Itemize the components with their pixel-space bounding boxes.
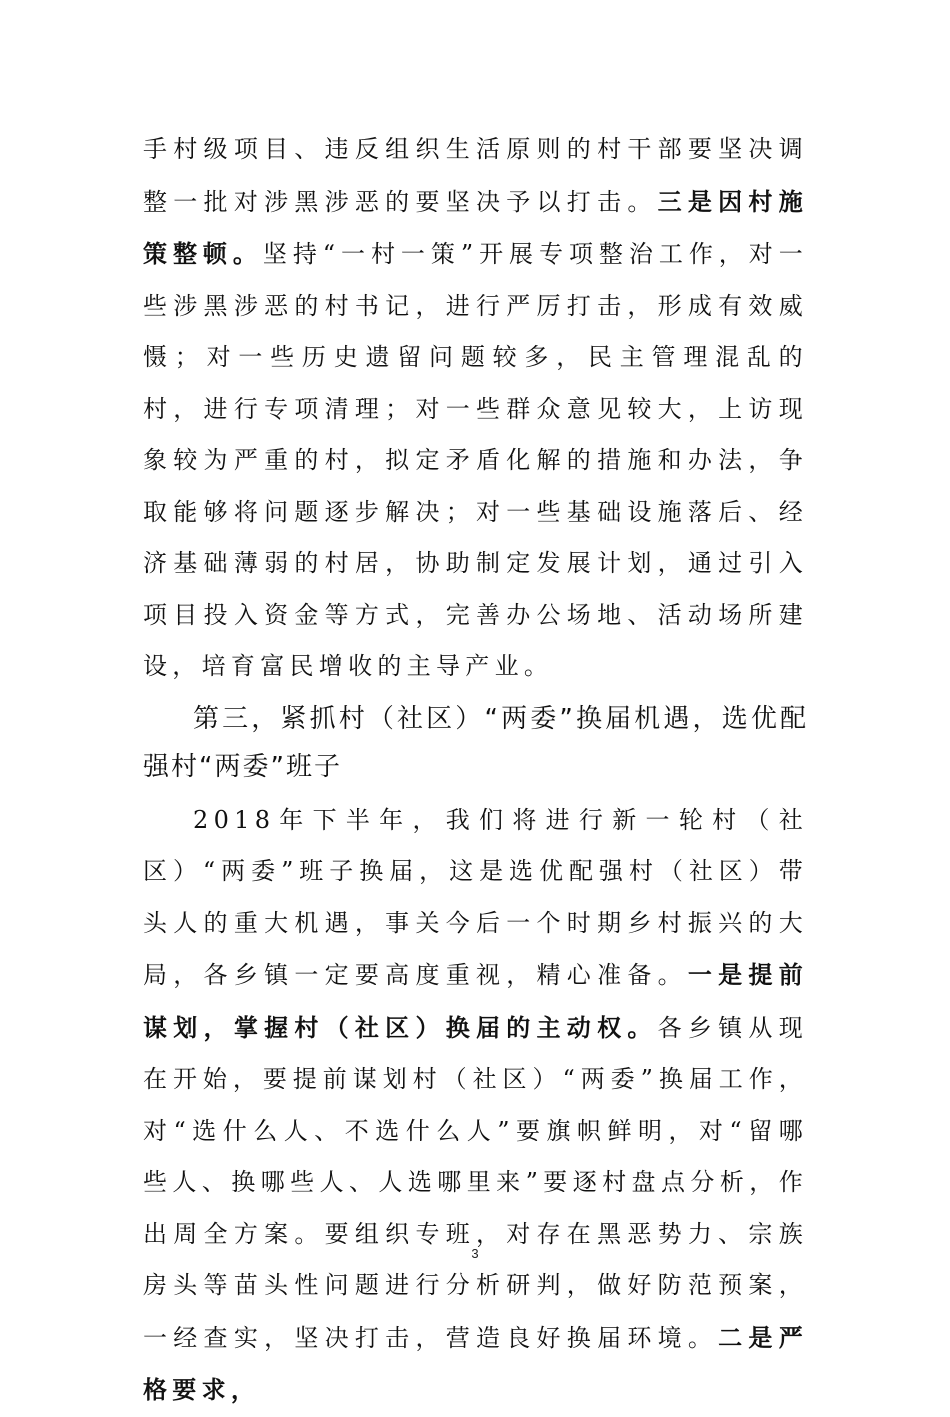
body-paragraph-1 xyxy=(143,124,808,693)
page-number: 3 xyxy=(471,1246,479,1261)
paragraph-2-text-b: 各乡镇从现在开始，要提前谋划村（社区）“两委”换届工作，对“选什么人、不选什么人”要旗帜鲜明，对“留哪些人、换哪些人、人选哪里来”要逐村盘点分析，作出周全方案。要组织专班，对存在黑恶势力、宗族房头等苗头性问题进行分析研判，做好防范预案，一经查实，坚决打击，营造良好换届环境。 xyxy=(143,1013,808,1352)
paragraph-1-text-b: 坚持“一村一策”开展专项整治工作，对一些涉黑涉恶的村书记，进行严厉打击，形成有效威慑；对一些历史遗留问题较多，民主管理混乱的村，进行专项清理；对一些群众意见较大，上访现象较为严重的村，拟定矛盾化解的措施和办法，争取能够将问题逐步解决；对一些基础设施落后、经济基础薄弱的村居，协助制定发展计划，通过引入项目投入资金等方式，完善办公场地、活动场所建设，培育富民增收的主导产业。 xyxy=(143,240,808,680)
paragraph-1-text-a: 手村级项目、违反组织生活原则的村干部要坚决调整一批对涉黑涉恶的要坚决予以打击。 xyxy=(143,135,808,216)
body-paragraph-2 xyxy=(143,795,808,1417)
page-body xyxy=(143,124,808,1417)
paragraph-1-bold-point: 三是因村施策整顿。 xyxy=(143,186,808,268)
section-heading: 第三，紧抓村（社区）“两委”换届机遇，选优配强村“两委”班子 xyxy=(143,703,808,782)
paragraph-2-text-a: 2018年下半年，我们将进行新一轮村（社区）“两委”班子换届，这是选优配强村（社区）带头人的重大机遇，事关今后一个时期乡村振兴的大局，各乡镇一定要高度重视，精心准备。 xyxy=(143,805,808,989)
paragraph-2-bold-point-1: 一是提前谋划，掌握村（社区）换届的主动权。 xyxy=(143,960,809,1042)
paragraph-2-bold-point-2: 二是严格要求， xyxy=(143,1322,808,1404)
